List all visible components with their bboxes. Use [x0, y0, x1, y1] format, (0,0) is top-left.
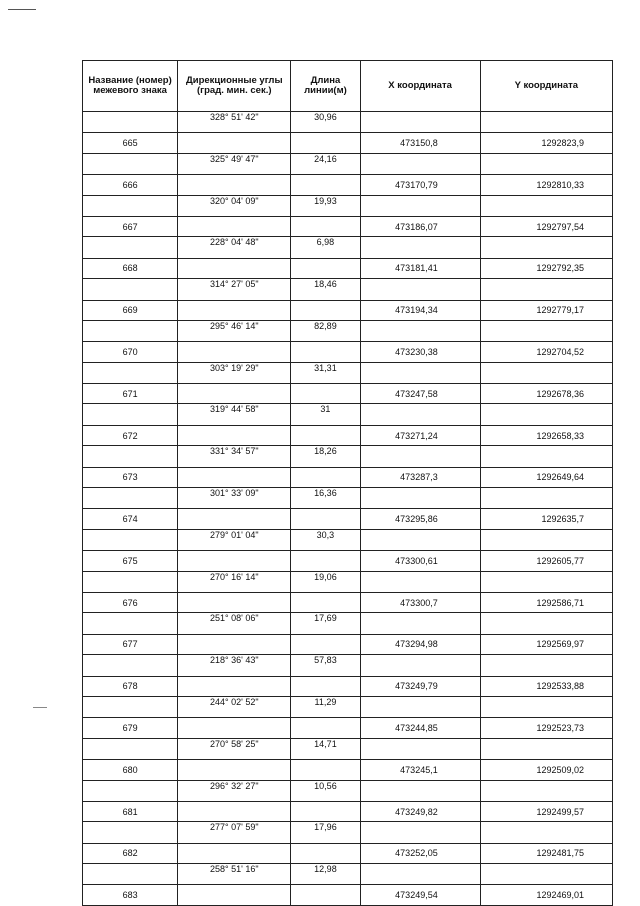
cell-x: [360, 696, 480, 717]
cell-name: [83, 529, 178, 550]
table-row: [83, 467, 613, 487]
cell-length: [291, 634, 360, 654]
cell-name: 682: [83, 843, 178, 863]
cell-angle: [178, 509, 291, 529]
table-row: [83, 320, 613, 341]
cell-length: 30,3: [291, 529, 360, 550]
table-row: [83, 153, 613, 174]
cell-x: [360, 153, 480, 174]
cell-y: 1292779,17: [480, 300, 612, 320]
cell-angle: [178, 551, 291, 571]
header-angle: Дирекционные углы (град. мин. сек.): [178, 61, 291, 112]
cell-x: 473287,3: [360, 467, 480, 487]
cell-x: 473181,41: [360, 258, 480, 278]
cell-length: 30,96: [291, 112, 360, 133]
cell-angle: [178, 467, 291, 487]
cell-name: 681: [83, 801, 178, 821]
cell-name: [83, 446, 178, 467]
cell-name: [83, 780, 178, 801]
cell-y: 1292810,33: [480, 175, 612, 195]
cell-y: [480, 404, 612, 425]
cell-y: [480, 320, 612, 341]
cell-angle: [178, 801, 291, 821]
table-row: [83, 780, 613, 801]
cell-x: 473150,8: [360, 133, 480, 153]
faint-stamp: [470, 860, 610, 890]
cell-y: [480, 822, 612, 843]
table-row: [83, 258, 613, 278]
table-row: [83, 195, 613, 216]
header-length: Длина линии(м): [291, 61, 360, 112]
table-row: [83, 112, 613, 133]
cell-angle: [178, 634, 291, 654]
cell-name: 674: [83, 509, 178, 529]
cell-name: 666: [83, 175, 178, 195]
cell-length: [291, 551, 360, 571]
cell-x: 473186,07: [360, 216, 480, 236]
cell-x: [360, 780, 480, 801]
cell-length: [291, 760, 360, 780]
cell-length: 10,56: [291, 780, 360, 801]
cell-y: 1292649,64: [480, 467, 612, 487]
cell-x: [360, 195, 480, 216]
cell-name: 668: [83, 258, 178, 278]
cell-name: [83, 195, 178, 216]
cell-x: [360, 738, 480, 759]
cell-length: [291, 258, 360, 278]
table-row: [83, 655, 613, 676]
cell-y: [480, 571, 612, 592]
cell-length: [291, 718, 360, 738]
table-row: [83, 362, 613, 383]
cell-y: 1292523,73: [480, 718, 612, 738]
cell-name: 678: [83, 676, 178, 696]
cell-x: 473249,79: [360, 676, 480, 696]
table-row: [83, 175, 613, 195]
cell-angle: 279° 01' 04": [178, 529, 291, 550]
cell-name: 669: [83, 300, 178, 320]
cell-x: [360, 571, 480, 592]
margin-mark: [33, 707, 47, 708]
cell-name: 677: [83, 634, 178, 654]
cell-length: [291, 843, 360, 863]
cell-y: 1292678,36: [480, 384, 612, 404]
cell-length: 14,71: [291, 738, 360, 759]
cell-angle: [178, 384, 291, 404]
cell-y: [480, 488, 612, 509]
cell-x: 473247,58: [360, 384, 480, 404]
cell-length: 19,06: [291, 571, 360, 592]
cell-y: 1292499,57: [480, 801, 612, 821]
cell-angle: 251° 08' 06": [178, 613, 291, 634]
cell-length: 18,46: [291, 279, 360, 300]
cell-x: [360, 404, 480, 425]
cell-x: [360, 362, 480, 383]
cell-name: [83, 488, 178, 509]
cell-name: [83, 362, 178, 383]
cell-y: 1292533,88: [480, 676, 612, 696]
cell-length: 17,96: [291, 822, 360, 843]
cell-name: [83, 696, 178, 717]
cell-y: [480, 613, 612, 634]
cell-length: 24,16: [291, 153, 360, 174]
table-row: [83, 696, 613, 717]
cell-name: [83, 571, 178, 592]
cell-x: [360, 529, 480, 550]
cell-length: [291, 342, 360, 362]
table-row: [83, 571, 613, 592]
cell-name: 680: [83, 760, 178, 780]
table-row: [83, 425, 613, 445]
corner-mark: [8, 9, 36, 10]
cell-name: [83, 112, 178, 133]
cell-angle: [178, 216, 291, 236]
table-row: [83, 529, 613, 550]
cell-x: [360, 488, 480, 509]
cell-name: [83, 404, 178, 425]
cell-name: [83, 237, 178, 258]
cell-y: 1292704,52: [480, 342, 612, 362]
cell-x: [360, 279, 480, 300]
cell-angle: [178, 342, 291, 362]
header-row: [83, 61, 613, 112]
cell-x: [360, 446, 480, 467]
cell-length: 19,93: [291, 195, 360, 216]
cell-name: [83, 153, 178, 174]
cell-angle: 244° 02' 52": [178, 696, 291, 717]
table-row: [83, 801, 613, 821]
cell-y: 1292469,01: [480, 885, 612, 905]
table-row: [83, 279, 613, 300]
cell-angle: [178, 592, 291, 612]
cell-name: 670: [83, 342, 178, 362]
cell-angle: 218° 36' 43": [178, 655, 291, 676]
cell-x: 473194,34: [360, 300, 480, 320]
cell-angle: [178, 843, 291, 863]
cell-name: [83, 613, 178, 634]
cell-name: [83, 864, 178, 885]
cell-length: [291, 175, 360, 195]
table-row: [83, 822, 613, 843]
cell-y: 1292797,54: [480, 216, 612, 236]
cell-x: 473245,1: [360, 760, 480, 780]
cell-y: 1292586,71: [480, 592, 612, 612]
cell-x: 473244,85: [360, 718, 480, 738]
cell-y: [480, 655, 612, 676]
table-row: [83, 446, 613, 467]
cell-y: 1292658,33: [480, 425, 612, 445]
cell-y: [480, 112, 612, 133]
header-x: X координата: [360, 61, 480, 112]
cell-y: [480, 696, 612, 717]
cell-length: [291, 216, 360, 236]
cell-name: [83, 822, 178, 843]
table-row: [83, 133, 613, 153]
cell-angle: [178, 676, 291, 696]
cell-y: 1292792,35: [480, 258, 612, 278]
cell-length: [291, 676, 360, 696]
cell-name: [83, 320, 178, 341]
header-y: Y координата: [480, 61, 612, 112]
cell-angle: 270° 58' 25": [178, 738, 291, 759]
cell-x: [360, 237, 480, 258]
cell-length: 31,31: [291, 362, 360, 383]
cell-y: 1292605,77: [480, 551, 612, 571]
table-row: [83, 509, 613, 529]
table-row: [83, 738, 613, 759]
cell-y: [480, 362, 612, 383]
table-row: [83, 300, 613, 320]
cell-y: [480, 237, 612, 258]
cell-angle: 320° 04' 09": [178, 195, 291, 216]
cell-y: 1292635,7: [480, 509, 612, 529]
table-row: [83, 676, 613, 696]
cell-name: [83, 655, 178, 676]
coordinates-table: [82, 60, 613, 906]
cell-y: [480, 446, 612, 467]
cell-length: 16,36: [291, 488, 360, 509]
table-row: [83, 551, 613, 571]
table-row: [83, 342, 613, 362]
cell-x: 473300,61: [360, 551, 480, 571]
cell-length: [291, 509, 360, 529]
cell-x: 473271,24: [360, 425, 480, 445]
cell-length: [291, 384, 360, 404]
cell-y: 1292823,9: [480, 133, 612, 153]
cell-angle: 319° 44' 58": [178, 404, 291, 425]
cell-name: 673: [83, 467, 178, 487]
table-row: [83, 404, 613, 425]
cell-angle: [178, 175, 291, 195]
cell-length: 18,26: [291, 446, 360, 467]
cell-length: 17,69: [291, 613, 360, 634]
table-body: [83, 112, 613, 906]
cell-length: [291, 133, 360, 153]
cell-y: 1292509,02: [480, 760, 612, 780]
cell-length: [291, 467, 360, 487]
cell-x: 473170,79: [360, 175, 480, 195]
table-row: [83, 384, 613, 404]
cell-y: [480, 529, 612, 550]
cell-y: [480, 738, 612, 759]
cell-length: [291, 801, 360, 821]
cell-angle: 295° 46' 14": [178, 320, 291, 341]
cell-length: 12,98: [291, 864, 360, 885]
cell-name: [83, 738, 178, 759]
cell-x: [360, 112, 480, 133]
cell-x: 473294,98: [360, 634, 480, 654]
cell-name: [83, 279, 178, 300]
cell-length: [291, 592, 360, 612]
cell-y: 1292569,97: [480, 634, 612, 654]
cell-x: 473295,86: [360, 509, 480, 529]
cell-x: [360, 864, 480, 885]
cell-name: 672: [83, 425, 178, 445]
cell-name: 675: [83, 551, 178, 571]
cell-length: 31: [291, 404, 360, 425]
cell-length: 11,29: [291, 696, 360, 717]
table-row: [83, 613, 613, 634]
cell-angle: [178, 258, 291, 278]
cell-length: 6,98: [291, 237, 360, 258]
cell-angle: 314° 27' 05": [178, 279, 291, 300]
cell-length: [291, 300, 360, 320]
cell-name: 683: [83, 885, 178, 905]
table-row: [83, 216, 613, 236]
cell-angle: [178, 718, 291, 738]
cell-angle: [178, 760, 291, 780]
cell-y: [480, 153, 612, 174]
cell-angle: [178, 425, 291, 445]
cell-angle: 228° 04' 48": [178, 237, 291, 258]
header-name: Название (номер) межевого знака: [83, 61, 178, 112]
cell-x: [360, 822, 480, 843]
cell-length: 82,89: [291, 320, 360, 341]
cell-x: 473249,54: [360, 885, 480, 905]
cell-angle: [178, 300, 291, 320]
cell-x: [360, 655, 480, 676]
cell-name: 679: [83, 718, 178, 738]
cell-angle: [178, 133, 291, 153]
cell-length: [291, 425, 360, 445]
cell-name: 667: [83, 216, 178, 236]
cell-angle: 303° 19' 29": [178, 362, 291, 383]
cell-x: [360, 613, 480, 634]
cell-name: 676: [83, 592, 178, 612]
cell-y: [480, 195, 612, 216]
cell-y: 1292481,75: [480, 843, 612, 863]
table-row: [83, 488, 613, 509]
table-row: [83, 237, 613, 258]
cell-y: [480, 279, 612, 300]
cell-name: 665: [83, 133, 178, 153]
cell-length: [291, 885, 360, 905]
cell-angle: [178, 885, 291, 905]
cell-length: 57,83: [291, 655, 360, 676]
cell-x: [360, 320, 480, 341]
cell-angle: 301° 33' 09": [178, 488, 291, 509]
cell-x: 473230,38: [360, 342, 480, 362]
cell-angle: 328° 51' 42": [178, 112, 291, 133]
cell-y: [480, 780, 612, 801]
cell-name: 671: [83, 384, 178, 404]
cell-angle: 277° 07' 59": [178, 822, 291, 843]
cell-angle: 331° 34' 57": [178, 446, 291, 467]
cell-angle: 296° 32' 27": [178, 780, 291, 801]
cell-x: 473249,82: [360, 801, 480, 821]
cell-angle: 258° 51' 16": [178, 864, 291, 885]
cell-x: 473300,7: [360, 592, 480, 612]
cell-angle: 270° 16' 14": [178, 571, 291, 592]
cell-x: 473252,05: [360, 843, 480, 863]
table-row: [83, 718, 613, 738]
table-row: [83, 760, 613, 780]
cell-angle: 325° 49' 47": [178, 153, 291, 174]
table-row: [83, 592, 613, 612]
table-row: [83, 634, 613, 654]
